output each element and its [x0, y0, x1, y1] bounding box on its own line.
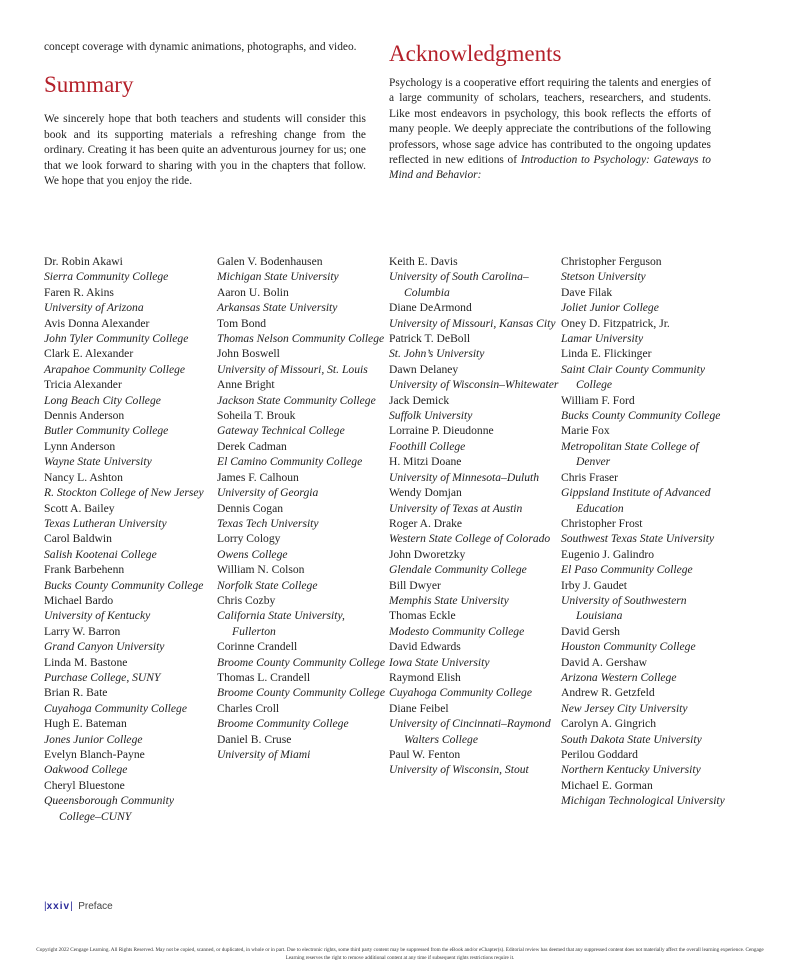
reviewer-entry: [217, 439, 387, 470]
reviewer-name: James F. Calhoun: [217, 470, 299, 484]
reviewer-name: David Gersh: [561, 624, 620, 638]
reviewer-name: John Dworetzky: [389, 547, 466, 561]
reviewer-institution: Jones Junior College: [44, 732, 143, 746]
reviewer-name: Dawn Delaney: [389, 362, 459, 376]
reviewer-institution: University of Wisconsin, Stout: [389, 763, 529, 777]
reviewer-institution: Arizona Western College: [561, 670, 677, 684]
reviewer-institution: Oakwood College: [44, 763, 128, 777]
reviewer-name: Linda M. Bastone: [44, 655, 128, 669]
reviewer-entry: [561, 778, 731, 809]
reviewer-entry: [561, 547, 731, 578]
reviewer-institution: Grand Canyon University: [44, 640, 165, 654]
reviewer-name: Corinne Crandell: [217, 640, 298, 654]
reviewer-institution: Texas Lutheran University: [44, 516, 167, 530]
reviewer-name: Tom Bond: [217, 316, 267, 330]
reviewer-entry: [389, 608, 559, 639]
reviewer-entry: [44, 346, 214, 377]
reviewer-institution: Broome Community College: [217, 717, 349, 731]
reviewer-name: H. Mitzi Doane: [389, 455, 462, 469]
reviewer-entry: [389, 670, 559, 701]
reviewer-entry: [44, 624, 214, 655]
reviewer-name: John Boswell: [217, 347, 280, 361]
reviewer-institution: Memphis State University: [389, 593, 509, 607]
reviewer-entry: [217, 562, 387, 593]
reviewer-entry: [389, 701, 559, 747]
footer-separator: |: [44, 901, 47, 912]
reviewer-name: Christopher Frost: [561, 516, 643, 530]
reviewer-entry: [217, 408, 387, 439]
reviewer-name: Keith E. Davis: [389, 255, 458, 268]
acknowledgments-text: Psychology is a cooperative effort requiring the talents and energies of a large community of scholars, teachers, researchers, and students. Like most endeavors in psychology, this book reflects the efforts of many people. We deeply appreciate the contributions of the following professors, whose sage advice has contributed to the ongoing updates reflected in new editions of: [389, 77, 711, 167]
reviewer-name: Bill Dwyer: [389, 578, 441, 592]
reviewer-institution: Bucks County Community College: [561, 409, 721, 423]
reviewer-entry: [389, 300, 559, 331]
reviewer-entry: [561, 346, 731, 392]
reviewer-entry: [217, 501, 387, 532]
reviewer-entry: [561, 516, 731, 547]
reviewer-name: Brian R. Bate: [44, 686, 108, 700]
reviewer-name: Larry W. Barron: [44, 624, 121, 638]
reviewer-name: Lynn Anderson: [44, 439, 116, 453]
reviewer-institution: Norfolk State College: [217, 578, 318, 592]
reviewer-institution: Butler Community College: [44, 424, 169, 438]
acknowledgments-paragraph: [389, 76, 711, 184]
reviewer-institution: University of Georgia: [217, 486, 319, 500]
reviewer-institution: New Jersey City University: [561, 701, 688, 715]
reviewer-entry: [561, 716, 731, 747]
reviewer-institution: Modesto Community College: [389, 624, 525, 638]
reviewer-name: Michael Bardo: [44, 593, 114, 607]
acknowledgments-section: [389, 40, 711, 184]
footer-separator: |: [70, 901, 73, 912]
reviewer-entry: [389, 516, 559, 547]
reviewer-institution: Gippsland Institute of Advanced Education: [561, 486, 711, 515]
reviewer-name: Faren R. Akins: [44, 285, 114, 299]
reviewer-name: Tricia Alexander: [44, 378, 122, 392]
reviewer-name: Galen V. Bodenhausen: [217, 255, 323, 268]
reviewer-institution: University of South Carolina–Columbia: [389, 270, 529, 299]
reviewer-entry: [561, 624, 731, 655]
reviewer-name: Lorry Cology: [217, 532, 281, 546]
reviewer-name: Dennis Anderson: [44, 409, 125, 423]
reviewer-entry: [44, 778, 214, 824]
reviewer-name: Dave Filak: [561, 285, 613, 299]
reviewer-institution: Arapahoe Community College: [44, 362, 186, 376]
reviewer-entry: [44, 470, 214, 501]
reviewer-institution: University of Texas at Austin: [389, 501, 523, 515]
reviewer-institution: Glendale Community College: [389, 563, 527, 577]
reviewer-entry: [389, 747, 559, 778]
reviewer-institution: Salish Kootenai College: [44, 547, 157, 561]
reviewer-name: Avis Donna Alexander: [44, 316, 150, 330]
reviewer-institution: Long Beach City College: [44, 393, 161, 407]
reviewer-name: Jack Demick: [389, 393, 450, 407]
reviewer-institution: El Camino Community College: [217, 455, 363, 469]
reviewer-name: Marie Fox: [561, 424, 610, 438]
reviewer-entry: [389, 331, 559, 362]
reviewer-entry: [44, 285, 214, 316]
reviewer-name: Oney D. Fitzpatrick, Jr.: [561, 316, 670, 330]
reviewer-institution: Michigan Technological University: [561, 794, 725, 808]
reviewer-name: Andrew R. Getzfeld: [561, 686, 655, 700]
reviewer-entry: [44, 408, 214, 439]
reviewer-name: Thomas Eckle: [389, 609, 456, 623]
reviewer-name: Lorraine P. Dieudonne: [389, 424, 494, 438]
reviewer-entry: [217, 732, 387, 763]
reviewer-entry: [44, 439, 214, 470]
reviewer-institution: University of Missouri, Kansas City: [389, 316, 556, 330]
reviewer-name: Cheryl Bluestone: [44, 778, 125, 792]
reviewer-institution: Cuyahoga Community College: [389, 686, 532, 700]
reviewer-name: Wendy Domjan: [389, 486, 462, 500]
reviewer-institution: Michigan State University: [217, 270, 339, 284]
reviewer-entry: [44, 593, 214, 624]
reviewer-name: Clark E. Alexander: [44, 347, 134, 361]
reviewer-name: Carolyn A. Gingrich: [561, 717, 656, 731]
reviewer-institution: Purchase College, SUNY: [44, 670, 161, 684]
reviewer-institution: Broome County Community College: [217, 655, 385, 669]
reviewer-column-1: [44, 254, 214, 824]
reviewer-name: Irby J. Gaudet: [561, 578, 628, 592]
reviewer-name: Daniel B. Cruse: [217, 732, 292, 746]
reviewer-entry: [217, 470, 387, 501]
reviewer-name: Thomas L. Crandell: [217, 670, 311, 684]
reviewer-institution: Stetson University: [561, 270, 646, 284]
reviewer-entry: [561, 470, 731, 516]
reviewer-institution: University of Minnesota–Duluth: [389, 470, 540, 484]
reviewer-entry: [44, 316, 214, 347]
reviewer-name: David Edwards: [389, 640, 461, 654]
reviewer-entry: [389, 393, 559, 424]
reviewer-name: Raymond Elish: [389, 670, 461, 684]
reviewer-name: Charles Croll: [217, 701, 280, 715]
reviewer-entry: [217, 531, 387, 562]
reviewer-entry: [561, 655, 731, 686]
reviewer-entry: [44, 747, 214, 778]
reviewer-entry: [561, 423, 731, 469]
reviewer-institution: Gateway Technical College: [217, 424, 345, 438]
summary-heading: Summary: [44, 72, 134, 98]
reviewer-institution: Houston Community College: [561, 640, 696, 654]
reviewer-institution: South Dakota State University: [561, 732, 702, 746]
reviewer-column-3: [389, 254, 559, 778]
reviewer-entry: [389, 254, 559, 300]
reviewer-name: Diane Feibel: [389, 701, 449, 715]
reviewer-entry: [389, 485, 559, 516]
reviewer-institution: Thomas Nelson Community College: [217, 332, 385, 346]
reviewer-entry: [389, 423, 559, 454]
reviewer-institution: Jackson State Community College: [217, 393, 376, 407]
reviewer-entry: [44, 655, 214, 686]
reviewer-name: Hugh E. Bateman: [44, 717, 127, 731]
reviewer-entry: [217, 254, 387, 285]
reviewer-institution: University of Southwestern Louisiana: [561, 593, 687, 623]
reviewer-entry: [217, 316, 387, 347]
reviewer-name: Nancy L. Ashton: [44, 470, 123, 484]
reviewer-entry: [44, 501, 214, 532]
reviewer-institution: Broome County Community College: [217, 686, 385, 700]
reviewer-entry: [44, 562, 214, 593]
reviewer-institution: University of Kentucky: [44, 609, 151, 623]
reviewer-name: Christopher Ferguson: [561, 255, 662, 268]
reviewer-name: Derek Cadman: [217, 439, 287, 453]
reviewer-entry: [389, 639, 559, 670]
page-footer: [44, 901, 113, 912]
reviewer-institution: Western State College of Colorado: [389, 532, 551, 546]
reviewer-name: Diane DeArmond: [389, 301, 472, 315]
reviewer-entry: [217, 701, 387, 732]
page-number: xxiv: [46, 901, 71, 912]
reviewer-entry: [389, 578, 559, 609]
reviewer-entry: [561, 393, 731, 424]
reviewer-entry: [44, 685, 214, 716]
reviewer-institution: Sierra Community College: [44, 270, 169, 284]
reviewer-institution: California State University, Fullerton: [217, 609, 345, 638]
reviewer-institution: Southwest Texas State University: [561, 532, 715, 546]
reviewer-institution: Metropolitan State College of Denver: [561, 439, 699, 469]
reviewer-column-4: [561, 254, 731, 809]
reviewer-name: Chris Fraser: [561, 470, 618, 484]
reviewer-name: Anne Bright: [217, 378, 275, 392]
reviewer-institution: El Paso Community College: [561, 563, 693, 577]
reviewer-entry: [217, 670, 387, 701]
book-title: Introduction to Psychology: Gateways to Mind and Behavior:: [389, 154, 711, 182]
carryover-paragraph: concept coverage with dynamic animations, photographs, and video.: [44, 41, 357, 53]
reviewer-column-2: [217, 254, 387, 762]
reviewer-institution: University of Cincinnati–Raymond Walters College: [389, 717, 551, 746]
reviewer-institution: University of Missouri, St. Louis: [217, 362, 368, 376]
reviewer-entry: [44, 254, 214, 285]
reviewer-name: Evelyn Blanch-Payne: [44, 748, 145, 761]
reviewer-name: Aaron U. Bolin: [217, 285, 289, 299]
reviewer-entry: [44, 716, 214, 747]
reviewer-entry: [561, 747, 731, 778]
reviewer-entry: [217, 377, 387, 408]
reviewer-name: Linda E. Flickinger: [561, 347, 652, 361]
reviewer-entry: [44, 531, 214, 562]
summary-section: [44, 40, 366, 189]
reviewer-entry: [389, 362, 559, 393]
reviewer-name: Scott A. Bailey: [44, 501, 115, 515]
reviewer-institution: Northern Kentucky University: [561, 763, 701, 777]
reviewer-institution: Cuyahoga Community College: [44, 701, 187, 715]
reviewer-institution: Bucks County Community College: [44, 578, 204, 592]
reviewer-entry: [217, 639, 387, 670]
reviewer-institution: St. John’s University: [389, 347, 485, 361]
reviewer-name: William F. Ford: [561, 393, 635, 407]
reviewer-entry: [389, 547, 559, 578]
reviewer-name: Michael E. Gorman: [561, 778, 653, 792]
reviewer-institution: Arkansas State University: [217, 301, 338, 315]
reviewer-institution: Texas Tech University: [217, 516, 319, 530]
copyright-notice: Copyright 2022 Cengage Learning. All Rights Reserved. May not be copied, scanned, or duplicated, in whole or in part. Due to electronic rights, some third party content may be suppressed from the eBook and/or eChapter(s). Editorial review has deemed that any suppressed content does not materially affect the overall learning experience. Cengage Learning reserves the right to remove additional content at any time if subsequent rights restrictions require it.: [36, 947, 764, 961]
reviewer-institution: University of Miami: [217, 748, 311, 761]
reviewer-name: Frank Barbehenn: [44, 563, 125, 577]
reviewer-institution: Owens College: [217, 547, 288, 561]
reviewer-institution: Foothill College: [389, 439, 466, 453]
reviewer-institution: University of Wisconsin–Whitewater: [389, 378, 559, 392]
reviewer-name: Eugenio J. Galindro: [561, 547, 655, 561]
reviewer-institution: Wayne State University: [44, 455, 152, 469]
reviewer-entry: [217, 346, 387, 377]
reviewer-name: Roger A. Drake: [389, 516, 463, 530]
reviewer-name: Soheila T. Brouk: [217, 409, 296, 423]
reviewer-institution: Queensborough Community College–CUNY: [44, 794, 174, 823]
reviewer-entry: [217, 285, 387, 316]
reviewer-name: Dennis Cogan: [217, 501, 284, 515]
reviewer-institution: Saint Clair County Community College: [561, 362, 705, 392]
reviewer-entry: [561, 578, 731, 624]
reviewer-institution: John Tyler Community College: [44, 332, 189, 346]
section-label: Preface: [78, 901, 113, 912]
reviewer-institution: Iowa State University: [389, 655, 490, 669]
reviewer-institution: University of Arizona: [44, 301, 144, 315]
reviewer-entry: [561, 254, 731, 285]
summary-paragraph: We sincerely hope that both teachers and students will consider this book and its supporting materials a refreshing change from the ordinary. Creating it has been quite an adventurous journey for us; one that we look forward to sharing with you in the chapters that follow. We hope that you enjoy the ride.: [44, 113, 366, 188]
reviewer-name: Carol Baldwin: [44, 532, 112, 546]
reviewer-entry: [217, 593, 387, 639]
reviewer-entry: [561, 685, 731, 716]
reviewer-name: Chris Cozby: [217, 593, 276, 607]
acknowledgments-heading: Acknowledgments: [389, 41, 562, 66]
reviewer-institution: R. Stockton College of New Jersey: [44, 486, 204, 500]
reviewer-name: Paul W. Fenton: [389, 748, 461, 761]
reviewer-entry: [561, 285, 731, 316]
reviewer-name: Dr. Robin Akawi: [44, 255, 123, 268]
reviewer-name: William N. Colson: [217, 563, 305, 577]
reviewer-entry: [44, 377, 214, 408]
reviewer-institution: Joliet Junior College: [561, 301, 659, 315]
reviewer-entry: [389, 454, 559, 485]
reviewer-name: Perilou Goddard: [561, 748, 638, 761]
reviewer-entry: [561, 316, 731, 347]
reviewer-institution: Lamar University: [561, 332, 644, 346]
reviewer-name: Patrick T. DeBoll: [389, 332, 471, 346]
reviewer-name: David A. Gershaw: [561, 655, 647, 669]
reviewer-institution: Suffolk University: [389, 409, 473, 423]
